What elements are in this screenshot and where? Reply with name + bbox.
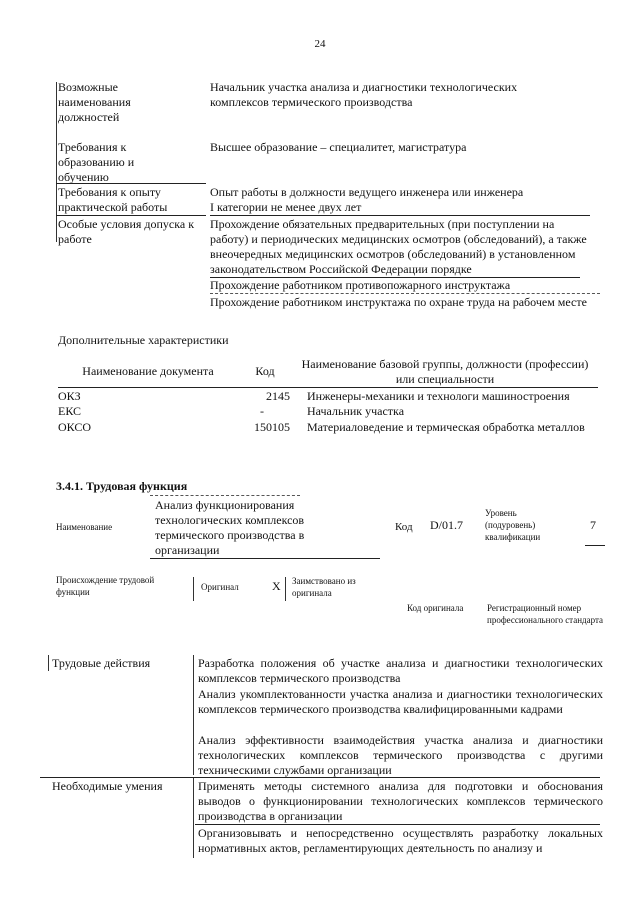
value-experience-1: Опыт работы в должности ведущего инженера или инженера bbox=[210, 185, 524, 199]
header-code: Код bbox=[255, 364, 275, 378]
original-mark: X bbox=[272, 579, 281, 593]
value-fire-briefing: Прохождение работником противопожарного инструктажа bbox=[210, 278, 511, 292]
row-divider bbox=[210, 215, 590, 216]
row-eks-code: - bbox=[260, 404, 264, 418]
label-experience: Требования к опыту практической работы bbox=[58, 185, 168, 214]
row-okso-group: Материаловедение и термическая обработка металлов bbox=[307, 420, 585, 434]
value-positions: Начальник участка анализа и диагностики технологических комплексов термического производства bbox=[210, 80, 518, 109]
value-experience-2: I категории не менее двух лет bbox=[210, 200, 362, 214]
reg-number-label: Регистрационный номер профессионального стандарта bbox=[487, 603, 604, 625]
label-special-conditions: Особые условия допуска к работе bbox=[58, 217, 195, 246]
action-item: Анализ укомплектованности участка анализа и диагностики технологических комплексов термического производства квалифицированными кадрами bbox=[198, 687, 603, 716]
function-heading: 3.4.1. Трудовая функция bbox=[56, 479, 188, 493]
row-divider bbox=[210, 293, 600, 294]
label-education: Требования к образованию и обучению bbox=[58, 140, 135, 184]
borrowed-label: Заимствовано из оригинала bbox=[292, 576, 356, 598]
name-value: Анализ функционирования технологических комплексов термического производства в организации bbox=[155, 498, 305, 557]
row-eks-doc: ЕКС bbox=[58, 404, 82, 418]
skill-item: Применять методы системного анализа для подготовки и обоснования выводов о функционировании технологических комплексов термического производства в организации bbox=[198, 779, 603, 823]
code-value: D/01.7 bbox=[430, 518, 463, 532]
skill-item: Организовывать и непосредственно осуществлять разработку локальных нормативных актов, регламентирующих деятельность по анализу и bbox=[198, 826, 603, 855]
code-label: Код bbox=[395, 521, 413, 533]
action-item: Анализ эффективности взаимодействия участка анализа и диагностики технологических комплексов термического производства с другими техническими службами организации bbox=[198, 733, 603, 777]
table-corner bbox=[48, 655, 49, 671]
header-group: Наименование базовой группы, должности (профессии) или специальности bbox=[301, 357, 589, 386]
table-border-left bbox=[56, 82, 57, 242]
origin-label: Происхождение трудовой функции bbox=[56, 575, 155, 597]
row-okz-doc: ОКЗ bbox=[58, 389, 81, 403]
row-divider bbox=[56, 183, 206, 184]
header-divider bbox=[58, 387, 598, 388]
level-value: 7 bbox=[590, 518, 596, 532]
label-positions: Возможные наименования должностей bbox=[58, 80, 131, 124]
header-doc: Наименование документа bbox=[82, 364, 214, 378]
value-education: Высшее образование – специалитет, магистратура bbox=[210, 140, 467, 154]
row-divider bbox=[195, 824, 600, 825]
value-medical-exams: Прохождение обязательных предварительных (при поступлении на работу) и периодических медицинских осмотров (обследований), а также внеочередных медицинских осмотров (обследований) в установленном законодательством Российской Федерации порядке bbox=[210, 217, 587, 276]
row-eks-group: Начальник участка bbox=[307, 404, 405, 418]
code-original-label: Код оригинала bbox=[407, 603, 464, 613]
action-item: Разработка положения об участке анализа и диагностики технологических комплексов термического производства bbox=[198, 656, 603, 685]
row-okz-group: Инженеры-механики и технологи машиностроения bbox=[307, 389, 570, 403]
additional-title: Дополнительные характеристики bbox=[58, 333, 229, 347]
column-divider bbox=[193, 778, 194, 858]
original-label: Оригинал bbox=[201, 582, 239, 592]
level-label: Уровень (подуровень) квалификации bbox=[485, 508, 541, 542]
row-okso-code: 150105 bbox=[254, 420, 290, 434]
page-number: 24 bbox=[314, 38, 326, 50]
level-underline bbox=[585, 545, 605, 546]
origin-box-divider bbox=[285, 577, 286, 601]
column-divider bbox=[193, 655, 194, 775]
heading-underline bbox=[150, 495, 300, 496]
row-okz-code: 2145 bbox=[266, 389, 290, 403]
name-underline bbox=[150, 558, 380, 559]
row-okso-doc: ОКСО bbox=[58, 420, 92, 434]
origin-box-left bbox=[193, 577, 194, 601]
value-safety-briefing: Прохождение работником инструктажа по охране труда на рабочем месте bbox=[210, 295, 587, 309]
row-divider bbox=[56, 215, 206, 216]
name-label: Наименование bbox=[56, 522, 113, 532]
skills-label: Необходимые умения bbox=[52, 779, 163, 793]
actions-label: Трудовые действия bbox=[52, 656, 151, 670]
row-divider bbox=[40, 777, 600, 778]
